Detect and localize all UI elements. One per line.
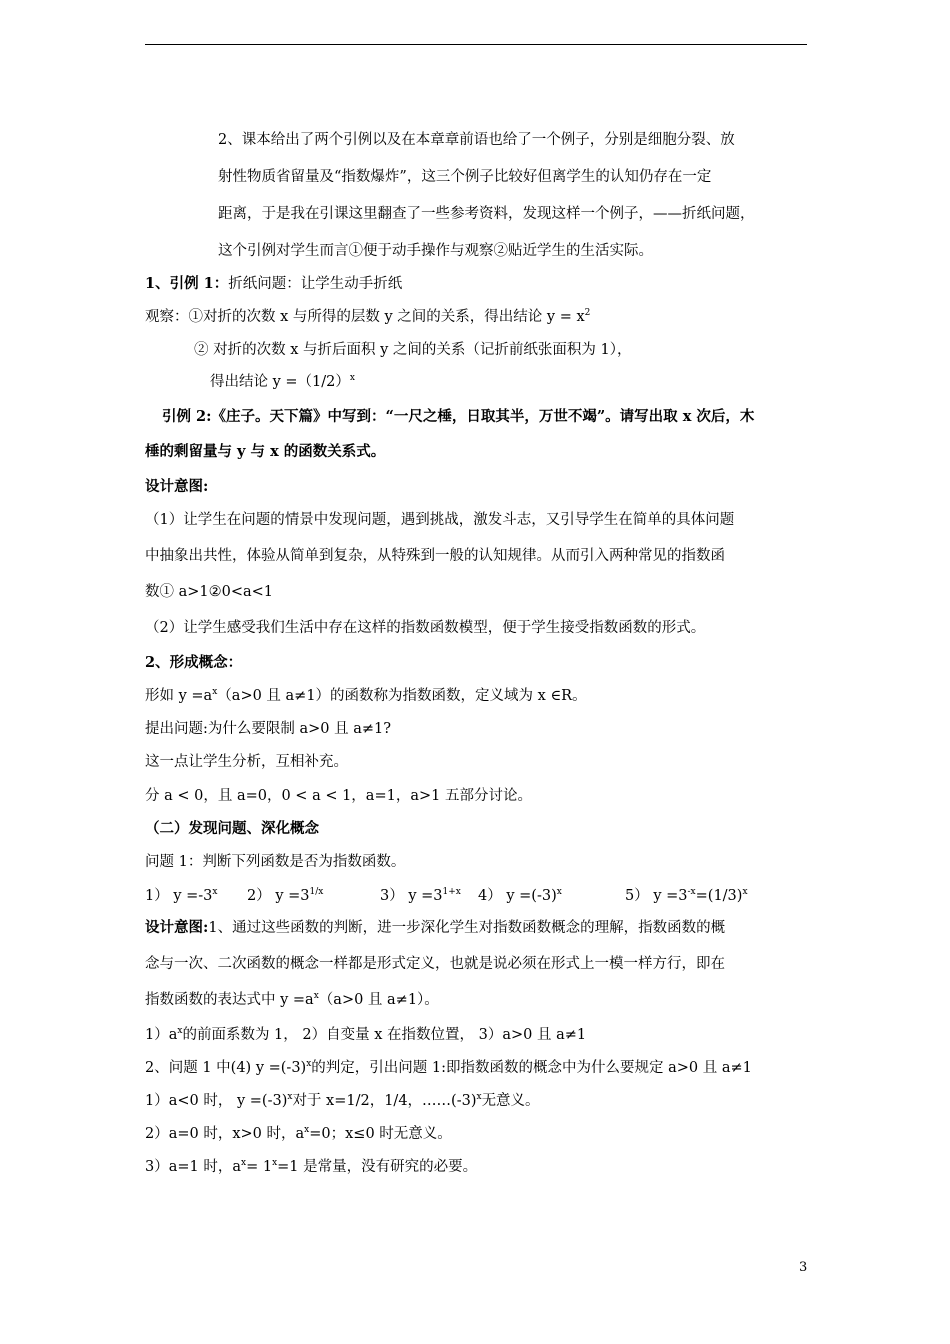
concept-question: 提出问题:为什么要限制 a>0 且 a≠1? bbox=[145, 721, 392, 737]
reason-2: 2）a=0 时，x>0 时，$a^x=0$；x≤0 时无意义。 bbox=[145, 1125, 452, 1142]
design-intent-2-line-3: 指数函数的表达式中 $y =a^x(a>0$ 且 a≠1）。 bbox=[145, 991, 439, 1008]
design-intent-2-line-2: 念与一次、二次函数的概念一样都是形式定义，也就是说必须在形式上一模一样方行，即在 bbox=[145, 956, 725, 972]
observation-2-conclusion bbox=[210, 372, 355, 392]
conclusion-text: 得出结论 y =（1/2） bbox=[210, 374, 350, 390]
header-rule bbox=[145, 44, 807, 45]
observation-1 bbox=[145, 307, 590, 327]
intro-line-4: 这个引例对学生而言①便于动手操作与观察②贴近学生的生活实际。 bbox=[218, 243, 653, 259]
design-intent-2-text: 1、通过这些函数的判断，进一步深化学生对指数函数概念的理解，指数函数的概 bbox=[208, 920, 726, 936]
concept-definition bbox=[145, 686, 587, 706]
design-intent-1-line-1: （1）让学生在问题的情景中发现问题，遇到挑战，激发斗志，又引导学生在简单的具体问题 bbox=[145, 512, 735, 528]
design-intent-2-title: 设计意图: bbox=[145, 919, 209, 936]
example-2-line-2: 棰的剩留量与 y 与 x 的函数关系式。 bbox=[145, 443, 386, 460]
design-intent-1-title: 设计意图: bbox=[145, 478, 209, 495]
question-1: 问题 1：判断下列函数是否为指数函数。 bbox=[145, 854, 406, 870]
design-intent-1-line-4: （2）让学生感受我们生活中存在这样的指数函数模型，便于学生接受指数函数的形式。 bbox=[145, 620, 706, 636]
exponent: 2 bbox=[584, 308, 591, 318]
intro-line-1: 2、课本给出了两个引例以及在本章章前语也给了一个例子，分别是细胞分裂、放 bbox=[218, 132, 735, 148]
intro-line-2: 射性物质省留量及“指数爆炸”，这三个例子比较好但离学生的认知仍存在一定 bbox=[218, 169, 712, 185]
design-intent-1-line-3: 数① a>1②0<a<1 bbox=[145, 584, 274, 600]
definition-end: （a>0 且 a≠1）的函数称为指数函数，定义域为 x ∈R。 bbox=[217, 688, 587, 704]
design-intent-1-line-2: 中抽象出共性，体验从简单到复杂，从特殊到一般的认知规律。从而引入两种常见的指数函 bbox=[145, 548, 725, 564]
condition-list: $1)a^x$的前面系数为 1， 2）自变量 x 在指数位置， 3）a>0 且 a≠1 bbox=[145, 1026, 587, 1043]
exponent: x bbox=[349, 373, 355, 383]
example-1 bbox=[145, 274, 402, 294]
function-item-2: 2） $y =3^{1/x}$ bbox=[247, 887, 324, 904]
observation-2: ② 对折的次数 x 与折后面积 y 之间的关系（记折前纸张面积为 1）， bbox=[194, 342, 632, 358]
concept-discuss: 这一点让学生分析，互相补充。 bbox=[145, 754, 348, 770]
example-1-text: 折纸问题：让学生动手折纸 bbox=[228, 276, 403, 292]
page-number: 3 bbox=[799, 1260, 808, 1275]
function-item-5: 5） $y =3^{-x}=(1/3)^x$ bbox=[625, 887, 748, 904]
definition-start: 形如 y =a bbox=[145, 688, 213, 704]
example-2-line-1: 引例 2:《庄子。天下篇》中写到：“一尺之棰，日取其半，万世不竭”。请写出取 x 次后，木 bbox=[162, 408, 755, 425]
observation-1-text: 观察：①对折的次数 x 与所得的层数 y 之间的关系，得出结论 y = x bbox=[145, 309, 585, 325]
section-2-title: （二）发现问题、深化概念 bbox=[145, 820, 319, 837]
exponent: x bbox=[212, 687, 218, 697]
function-item-3: 3） $y =3^{1+x}$ bbox=[380, 887, 461, 904]
reason-3: 3）a=1 时，$a^x= 1^x=1$ 是常量，没有研究的必要。 bbox=[145, 1158, 478, 1175]
function-item-1: 1） $y =-3^x$ bbox=[145, 887, 218, 904]
intro-line-3: 距离，于是我在引课这里翻查了一些参考资料，发现这样一个例子，——折纸问题， bbox=[218, 206, 755, 222]
example-1-title: 1、引例 1： bbox=[145, 275, 229, 292]
concept-cases: 分 a < 0，且 a=0，0 < a < 1，a=1，a>1 五部分讨论。 bbox=[145, 788, 532, 804]
concept-title: 2、形成概念： bbox=[145, 654, 243, 671]
reason-1: 1）a<0 时， $y =(-3)^x$对于 x=1/2，1/4，$\dots\dots(-3)^x$无意义。 bbox=[145, 1092, 540, 1109]
design-intent-2-line-1 bbox=[145, 918, 725, 938]
function-item-4: 4） $y =(-3)^x$ bbox=[478, 887, 562, 904]
question-1-judgement: 2、问题 1 中(4) $y =(-3)^x$的判定，引出问题 1:即指数函数的概念中为什么要规定 a>0 且 a≠1 bbox=[145, 1059, 752, 1076]
